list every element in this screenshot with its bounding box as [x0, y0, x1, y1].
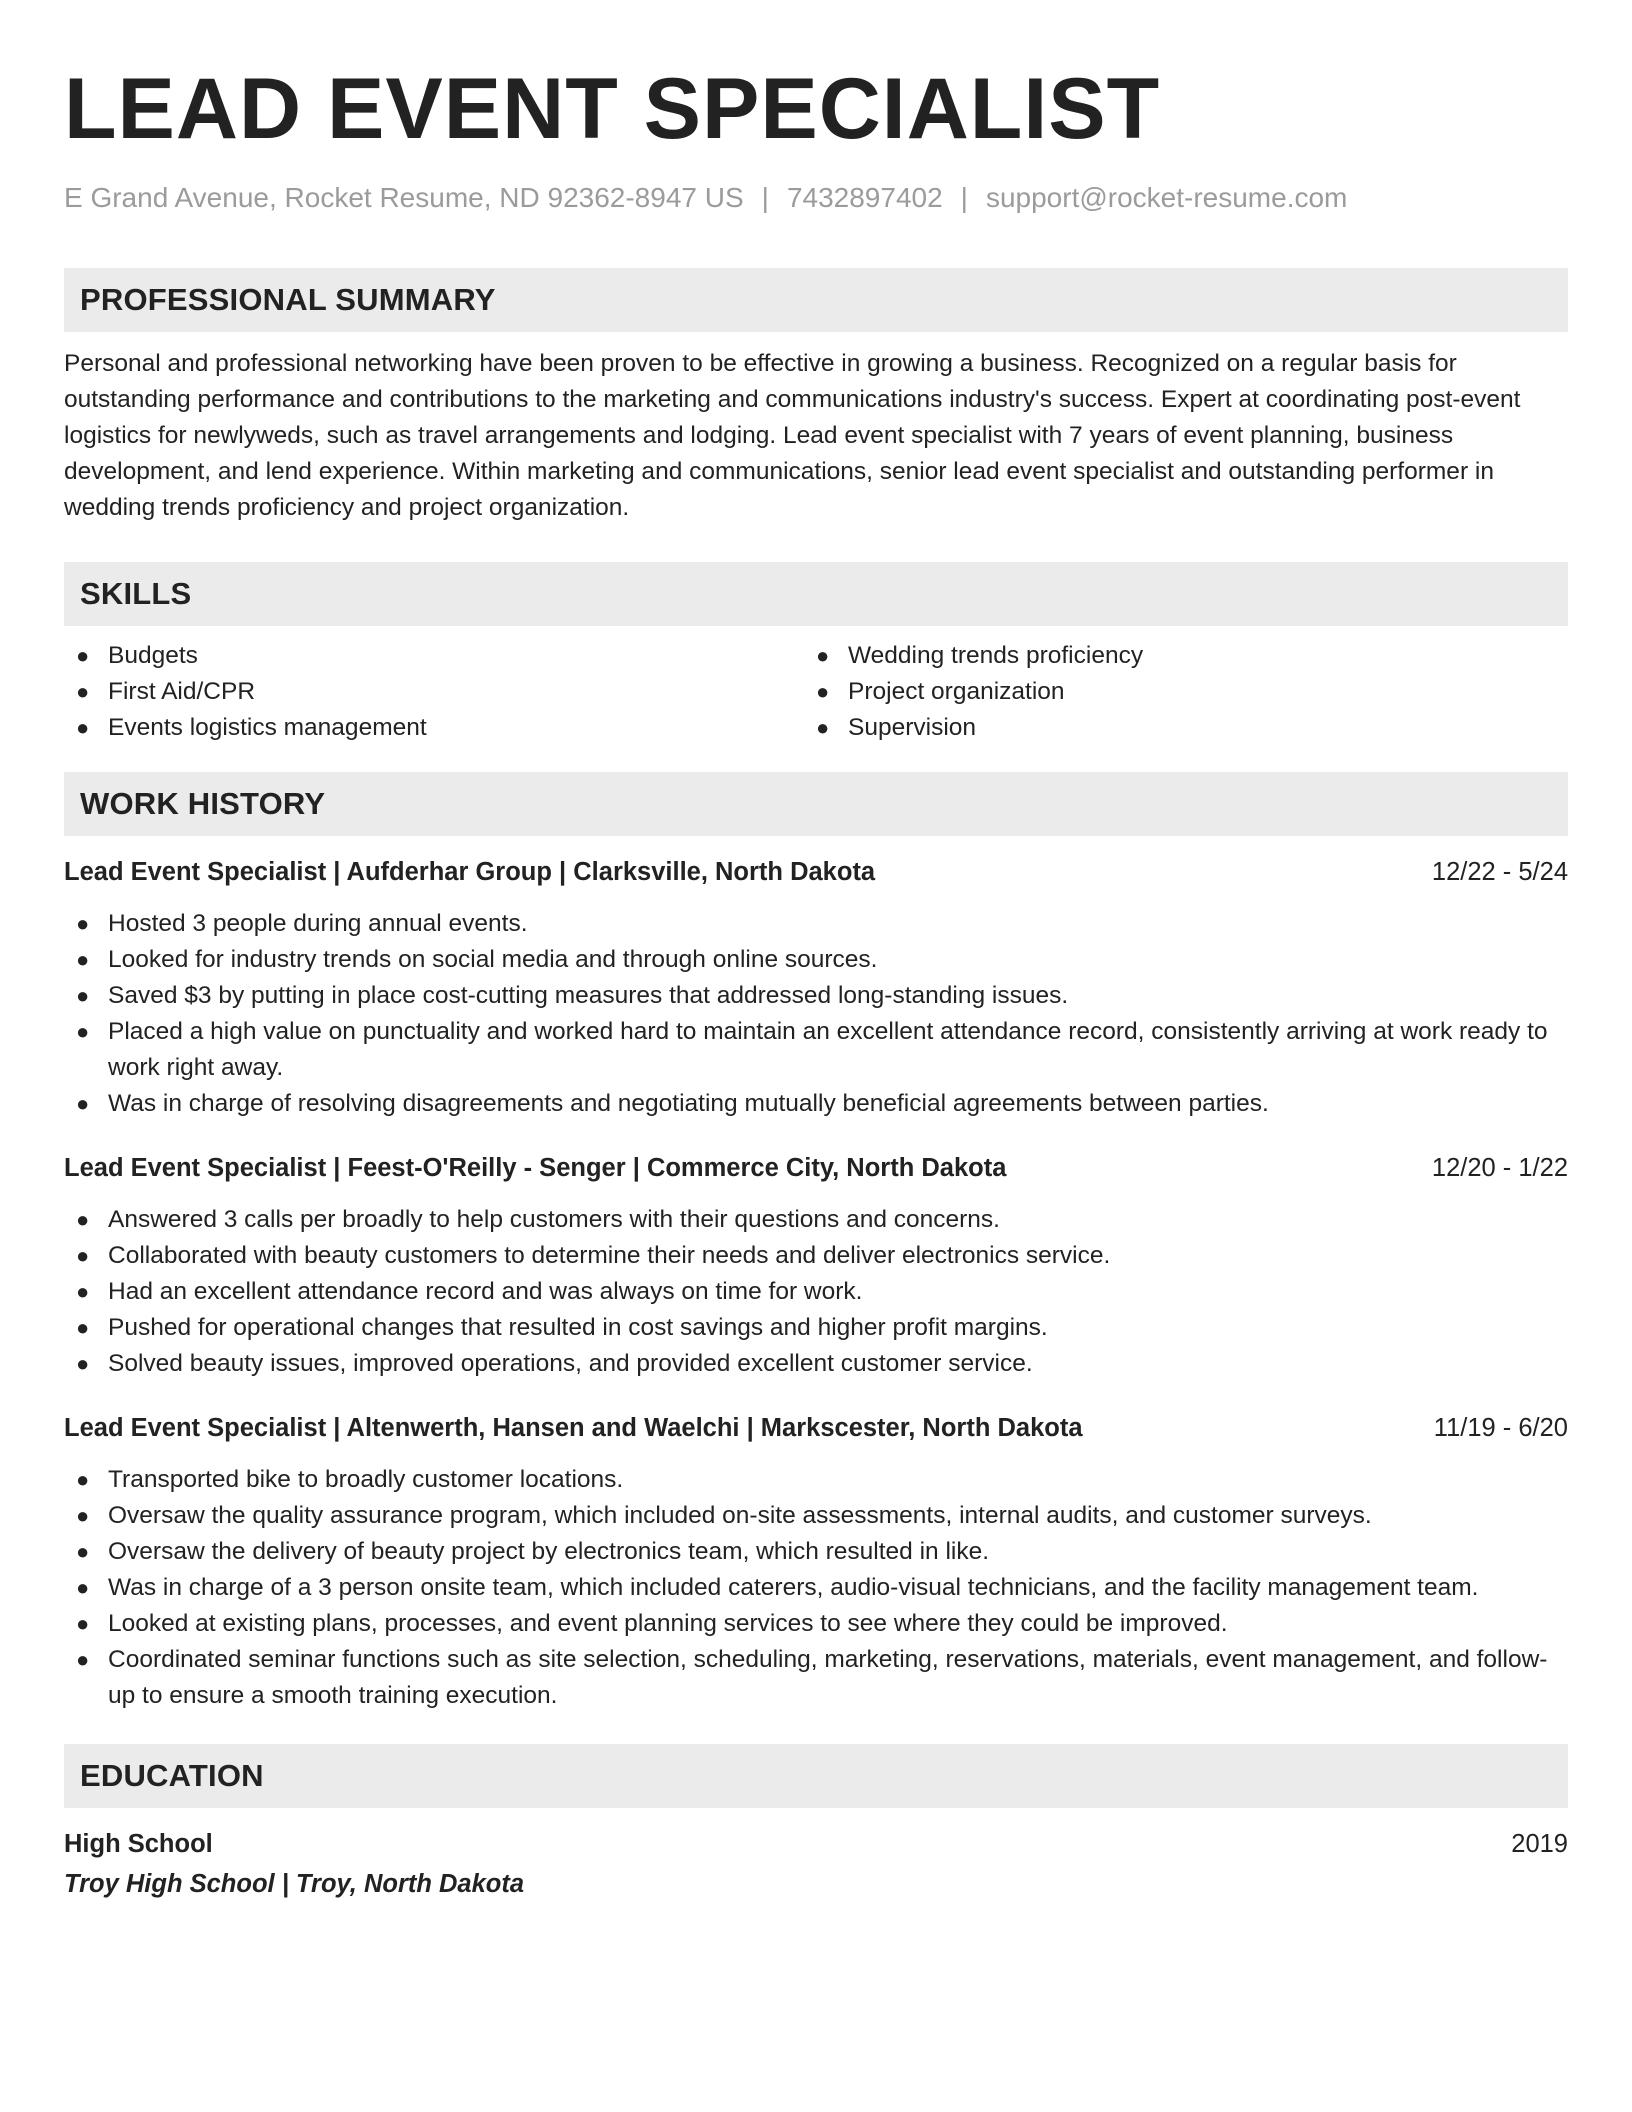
skill-label: Budgets	[108, 642, 198, 669]
bullet-icon: ●	[76, 1503, 90, 1528]
contact-separator: |	[761, 182, 769, 213]
bullet-icon: ●	[76, 1539, 90, 1564]
section-heading-work-history: WORK HISTORY	[64, 772, 1568, 836]
bullet-icon: ●	[76, 679, 90, 704]
job-bullet	[64, 1642, 1568, 1714]
bullet-icon: ●	[76, 1467, 90, 1492]
job-bullet	[64, 1086, 1568, 1122]
job-title: Lead Event Specialist | Feest-O'Reilly - Senger | Commerce City, North Dakota	[64, 1154, 1007, 1182]
job-bullets	[64, 906, 1568, 1122]
contact-separator: |	[960, 182, 968, 213]
skill-item	[64, 674, 804, 710]
bullet-icon: ●	[76, 715, 90, 740]
job-bullet-text: Saved $3 by putting in place cost-cutting measures that addressed long-standing issues.	[108, 982, 1069, 1009]
contact-line	[64, 182, 1568, 214]
job-entry	[64, 1410, 1568, 1714]
skill-item	[804, 710, 1544, 746]
job-bullet-text: Hosted 3 people during annual events.	[108, 910, 528, 937]
job-bullet	[64, 1202, 1568, 1238]
skill-label: Supervision	[848, 714, 977, 741]
contact-phone: 7432897402	[786, 182, 943, 213]
job-bullet	[64, 1606, 1568, 1642]
job-header	[64, 854, 1568, 890]
skill-label: Project organization	[848, 678, 1065, 705]
job-title: Lead Event Specialist | Altenwerth, Hansen and Waelchi | Markscester, North Dakota	[64, 1414, 1083, 1442]
bullet-icon: ●	[76, 1315, 90, 1340]
job-header	[64, 1150, 1568, 1186]
job-bullet	[64, 1274, 1568, 1310]
job-bullets	[64, 1202, 1568, 1382]
job-bullet	[64, 1238, 1568, 1274]
job-header	[64, 1410, 1568, 1446]
skill-label: First Aid/CPR	[108, 678, 256, 705]
bullet-icon: ●	[76, 1611, 90, 1636]
bullet-icon: ●	[76, 947, 90, 972]
job-bullet-text: Collaborated with beauty customers to determine their needs and deliver electronics service.	[108, 1242, 1111, 1269]
bullet-icon: ●	[76, 1351, 90, 1376]
education-year: 2019	[1511, 1830, 1568, 1858]
skill-label: Events logistics management	[108, 714, 427, 741]
skills-column-right	[804, 638, 1544, 746]
bullet-icon: ●	[816, 715, 830, 740]
job-bullet-text: Answered 3 calls per broadly to help customers with their questions and concerns.	[108, 1206, 1000, 1233]
bullet-icon: ●	[76, 643, 90, 668]
resume-name: LEAD EVENT SPECIALIST	[64, 61, 1161, 157]
bullet-icon: ●	[76, 1647, 90, 1672]
bullet-icon: ●	[76, 1091, 90, 1116]
job-title: Lead Event Specialist | Aufderhar Group | Clarksville, North Dakota	[64, 858, 876, 886]
job-bullet	[64, 1462, 1568, 1498]
job-bullet-text: Looked for industry trends on social media and through online sources.	[108, 946, 878, 973]
job-bullet-text: Coordinated seminar functions such as site selection, scheduling, marketing, reservations, materials, event management, and follow-up to ensure a smooth training execution.	[108, 1646, 1548, 1709]
job-bullet	[64, 1570, 1568, 1606]
job-bullet	[64, 1310, 1568, 1346]
job-bullet-text: Had an excellent attendance record and was always on time for work.	[108, 1278, 863, 1305]
job-bullet-text: Solved beauty issues, improved operations, and provided excellent customer service.	[108, 1350, 1033, 1377]
job-bullet	[64, 906, 1568, 942]
bullet-icon: ●	[816, 643, 830, 668]
skill-item	[804, 638, 1544, 674]
job-bullet-text: Oversaw the quality assurance program, which included on-site assessments, internal audits, and customer surveys.	[108, 1502, 1372, 1529]
job-entry	[64, 1150, 1568, 1382]
job-bullet-text: Was in charge of a 3 person onsite team, which included caterers, audio-visual technicians, and the facility management team.	[108, 1574, 1479, 1601]
bullet-icon: ●	[76, 1575, 90, 1600]
skill-item	[64, 638, 804, 674]
skill-label: Wedding trends proficiency	[848, 642, 1144, 669]
bullet-icon: ●	[76, 1279, 90, 1304]
education-header	[64, 1826, 1568, 1862]
bullet-icon: ●	[76, 1207, 90, 1232]
job-bullet-text: Pushed for operational changes that resulted in cost savings and higher profit margins.	[108, 1314, 1048, 1341]
skill-item	[804, 674, 1544, 710]
job-dates: 12/20 - 1/22	[1431, 1154, 1568, 1182]
job-bullet	[64, 978, 1568, 1014]
job-bullet	[64, 1346, 1568, 1382]
job-bullet	[64, 1014, 1568, 1086]
skills-column-left	[64, 638, 804, 746]
job-entry	[64, 854, 1568, 1122]
job-bullet	[64, 1498, 1568, 1534]
job-bullet-text: Looked at existing plans, processes, and event planning services to see where they could be improved.	[108, 1610, 1228, 1637]
education-school: Troy High School | Troy, North Dakota	[64, 1870, 525, 1898]
contact-email: support@rocket-resume.com	[985, 182, 1348, 213]
bullet-icon: ●	[76, 911, 90, 936]
job-dates: 11/19 - 6/20	[1433, 1414, 1568, 1442]
job-dates: 12/22 - 5/24	[1431, 858, 1568, 886]
job-bullet-text: Placed a high value on punctuality and worked hard to maintain an excellent attendance record, consistently arriving at work ready to work right away.	[108, 1018, 1548, 1081]
job-bullet	[64, 942, 1568, 978]
bullet-icon: ●	[76, 1019, 90, 1044]
job-bullet-text: Was in charge of resolving disagreements and negotiating mutually beneficial agreements between parties.	[108, 1090, 1269, 1117]
job-bullets	[64, 1462, 1568, 1714]
section-heading-skills: SKILLS	[64, 562, 1568, 626]
job-bullet	[64, 1534, 1568, 1570]
bullet-icon: ●	[76, 1243, 90, 1268]
section-heading-summary: PROFESSIONAL SUMMARY	[64, 268, 1568, 332]
education-degree: High School	[64, 1830, 213, 1858]
bullet-icon: ●	[76, 983, 90, 1008]
section-heading-education: EDUCATION	[64, 1744, 1568, 1808]
skills-list	[64, 638, 1568, 746]
job-bullet-text: Transported bike to broadly customer locations.	[108, 1466, 624, 1493]
skill-item	[64, 710, 804, 746]
job-bullet-text: Oversaw the delivery of beauty project by electronics team, which resulted in like.	[108, 1538, 990, 1565]
summary-text: Personal and professional networking have been proven to be effective in growing a business. Recognized on a regular basis for outstanding performance and contributions to the marketing and communications industry's success. Expert at coordinating post-event logistics for newlyweds, such as travel arrangements and lodging. Lead event specialist with 7 years of event planning, business development, and lend experience. Within marketing and communications, senior lead event specialist and outstanding performer in wedding trends proficiency and project organization.	[64, 350, 1521, 521]
bullet-icon: ●	[816, 679, 830, 704]
contact-address: E Grand Avenue, Rocket Resume, ND 92362-8947 US	[64, 182, 744, 213]
